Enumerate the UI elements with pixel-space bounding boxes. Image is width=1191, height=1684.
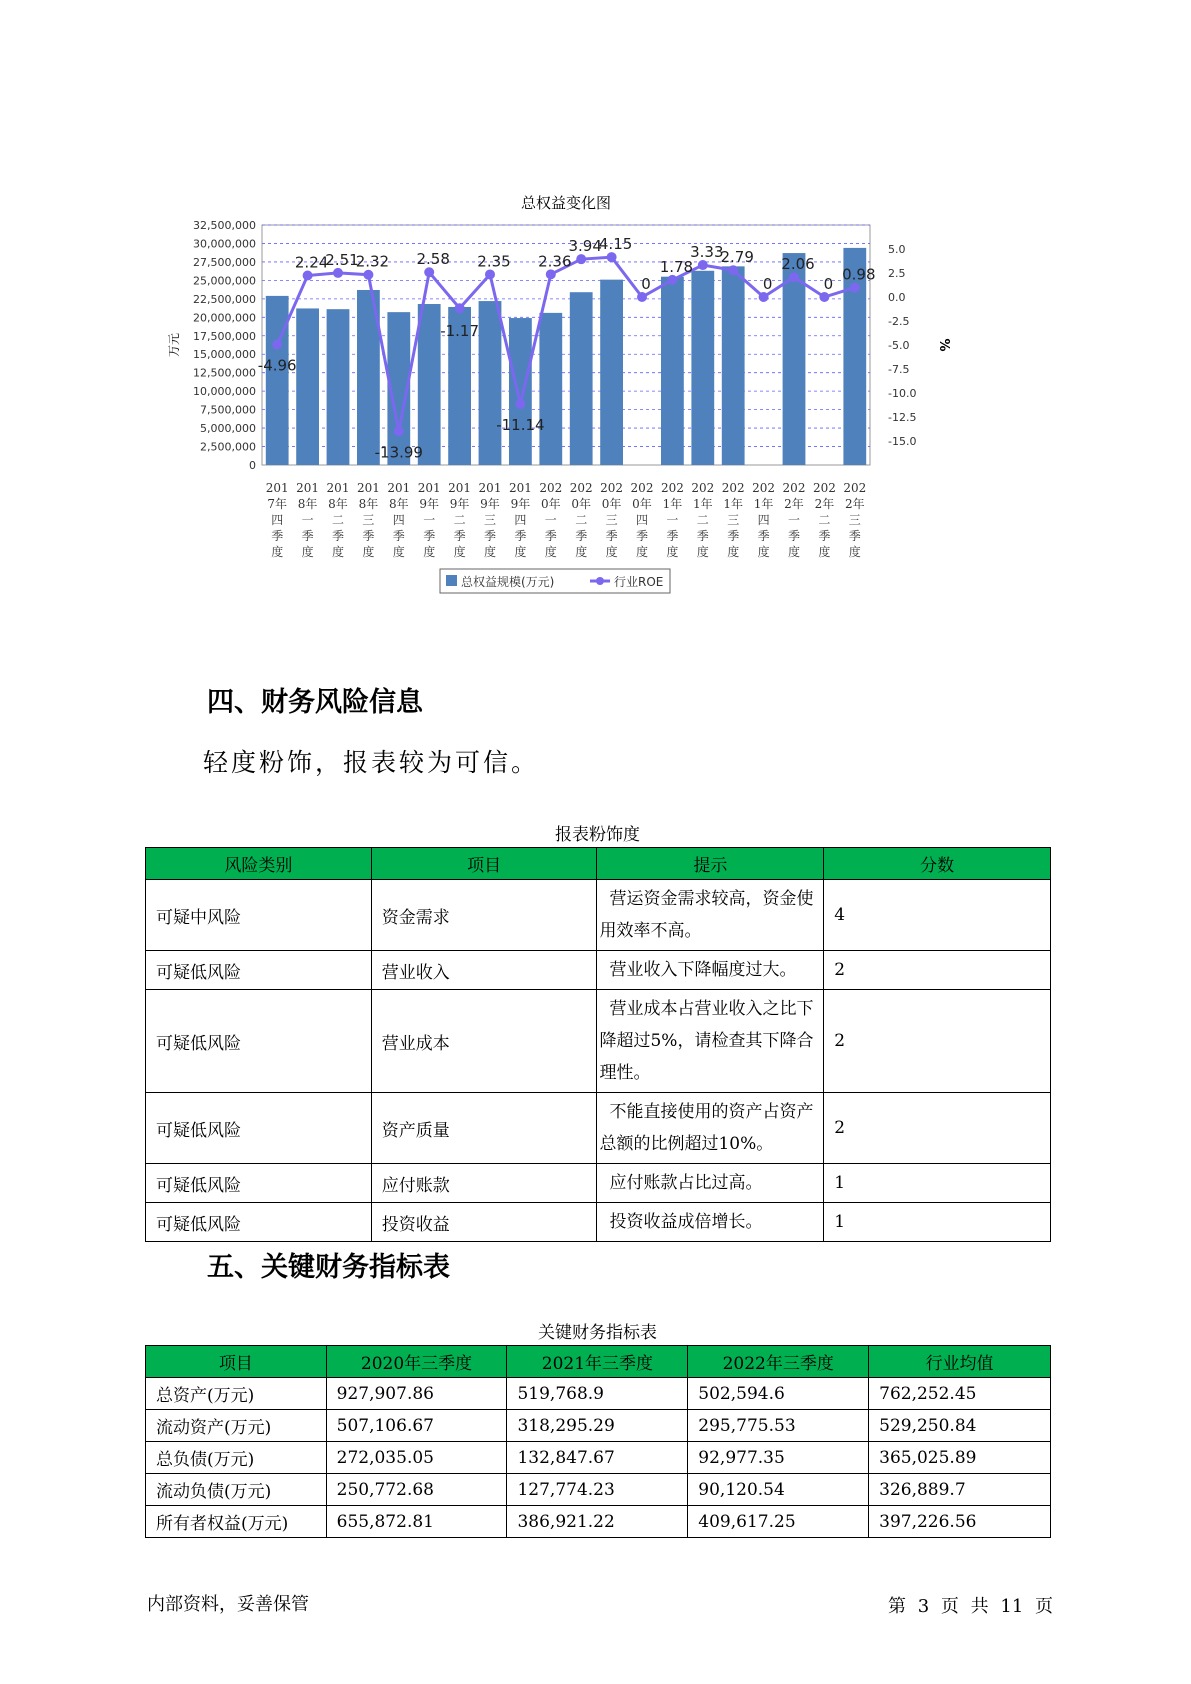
roe-point [272, 340, 282, 350]
y-left-tick-label: 17,500,000 [193, 329, 256, 343]
roe-data-label: -11.14 [496, 415, 545, 434]
kpi-value-avg: 762,252.45 [869, 1378, 1051, 1410]
equity-bar [418, 304, 441, 465]
x-tick-label: 9年 [480, 497, 500, 511]
equity-bar [296, 308, 319, 465]
y-left-tick-label: 30,000,000 [193, 237, 256, 251]
kpi-value-2022: 502,594.6 [688, 1378, 869, 1410]
risk-header-category: 风险类别 [146, 848, 372, 880]
chart-title: 总权益变化图 [520, 194, 612, 212]
roe-data-label: 2.79 [720, 248, 754, 267]
x-tick-label: 度 [453, 545, 466, 559]
x-tick-label: 度 [635, 545, 649, 559]
kpi-table-header-row [146, 1346, 1051, 1378]
risk-score: 1 [824, 1203, 1051, 1242]
x-tick-label: 202 [630, 481, 654, 495]
x-tick-label: 1年 [723, 497, 744, 511]
legend-line-marker [596, 577, 604, 585]
y-right-axis-label: % [936, 338, 951, 352]
x-tick-label: 0年 [601, 497, 622, 511]
x-tick-label: 度 [696, 545, 709, 559]
x-tick-label: 季 [271, 529, 284, 543]
table-row [146, 951, 1051, 990]
kpi-value-2022: 92,977.35 [688, 1442, 869, 1474]
risk-item: 营业收入 [371, 951, 597, 990]
kpi-header-2021: 2021年三季度 [507, 1346, 688, 1378]
y-right-tick-label: -7.5 [888, 363, 910, 376]
equity-bar [783, 253, 806, 465]
equity-bar [722, 266, 745, 465]
risk-header-score: 分数 [824, 848, 1051, 880]
risk-category: 可疑低风险 [146, 1164, 372, 1203]
x-tick-label: 四 [757, 513, 770, 527]
x-tick-label: 度 [423, 545, 436, 559]
x-tick-label: 8年 [388, 497, 409, 511]
x-tick-label: 一 [301, 513, 314, 527]
x-tick-label: 201 [448, 481, 472, 495]
roe-data-label: 0 [762, 275, 773, 293]
x-tick-label: 度 [787, 545, 801, 559]
x-tick-label: 度 [848, 545, 861, 559]
risk-hint: 营运资金需求较高，资金使用效率不高。 [597, 880, 824, 951]
x-tick-label: 一 [787, 513, 801, 527]
x-tick-label: 季 [696, 529, 709, 543]
roe-point [576, 254, 586, 264]
y-left-tick-label: 5,000,000 [200, 422, 256, 436]
x-tick-label: 季 [575, 529, 588, 543]
y-right-tick-label: -5.0 [888, 339, 910, 352]
roe-data-label: 0.98 [842, 265, 876, 284]
kpi-value-2020: 507,106.67 [326, 1410, 507, 1442]
roe-point [607, 252, 617, 262]
roe-data-label: 0 [823, 275, 834, 293]
roe-data-label: 3.94 [568, 237, 602, 256]
roe-data-label: 2.36 [538, 252, 572, 271]
equity-bar [570, 292, 593, 465]
x-tick-label: 一 [423, 513, 436, 527]
table-row [146, 880, 1051, 951]
y-left-tick-label: 32,500,000 [193, 219, 256, 232]
kpi-header-2022: 2022年三季度 [688, 1346, 869, 1378]
x-tick-label: 季 [514, 529, 527, 543]
x-tick-label: 季 [453, 529, 466, 543]
roe-point [515, 399, 525, 409]
risk-category: 可疑低风险 [146, 951, 372, 990]
y-left-axis-label: 万元 [167, 332, 181, 358]
x-tick-label: 季 [605, 529, 618, 543]
kpi-value-2021: 386,921.22 [507, 1506, 688, 1538]
x-tick-label: 度 [544, 545, 557, 559]
x-tick-label: 度 [392, 545, 405, 559]
equity-bar [691, 271, 714, 465]
legend-line-label: 行业ROE [614, 575, 664, 589]
kpi-item: 流动负债(万元) [146, 1474, 327, 1506]
roe-data-label: 4.15 [598, 235, 633, 254]
roe-data-label: -4.96 [257, 356, 297, 375]
equity-bar [539, 313, 562, 465]
kpi-value-2020: 927,907.86 [326, 1378, 507, 1410]
table-row [146, 1093, 1051, 1164]
x-tick-label: 1年 [692, 497, 713, 511]
roe-point [455, 303, 465, 313]
x-tick-label: 2年 [844, 497, 865, 511]
x-tick-label: 四 [635, 513, 649, 527]
roe-point [637, 292, 647, 302]
risk-category: 可疑低风险 [146, 1093, 372, 1164]
x-tick-label: 度 [727, 545, 740, 559]
x-tick-label: 季 [423, 529, 436, 543]
x-tick-label: 三 [727, 513, 740, 527]
kpi-value-2021: 519,768.9 [507, 1378, 688, 1410]
x-tick-label: 202 [721, 481, 745, 495]
risk-table-caption: 报表粉饰度 [555, 825, 640, 845]
y-right-tick-label: -15.0 [888, 435, 917, 448]
x-tick-label: 四 [392, 513, 405, 527]
x-tick-label: 季 [666, 529, 679, 543]
roe-point [789, 272, 799, 282]
y-right-tick-label: -2.5 [888, 315, 910, 328]
kpi-value-avg: 326,889.7 [869, 1474, 1051, 1506]
table-row [146, 1203, 1051, 1242]
risk-hint: 营业成本占营业收入之比下降超过5%，请检查其下降合理性。 [597, 990, 824, 1093]
roe-point [303, 270, 313, 280]
x-tick-label: 季 [635, 529, 649, 543]
roe-data-label: 0 [641, 275, 651, 293]
risk-score: 2 [824, 990, 1051, 1093]
roe-point [667, 275, 677, 285]
roe-point [759, 292, 769, 302]
equity-bar [600, 280, 623, 465]
risk-score: 2 [824, 951, 1051, 990]
risk-header-hint: 提示 [597, 848, 824, 880]
x-tick-label: 季 [727, 529, 740, 543]
y-left-tick-label: 7,500,000 [200, 403, 256, 417]
kpi-header-item: 项目 [146, 1346, 327, 1378]
y-left-tick-label: 20,000,000 [193, 311, 256, 325]
kpi-table-caption: 关键财务指标表 [538, 1323, 657, 1343]
x-tick-label: 1年 [662, 497, 683, 511]
y-right-tick-label: 2.5 [888, 267, 906, 280]
x-tick-label: 季 [787, 529, 801, 543]
y-right-tick-label: -12.5 [888, 411, 917, 424]
roe-data-label: 3.33 [690, 243, 724, 262]
kpi-value-2022: 295,775.53 [688, 1410, 869, 1442]
x-tick-label: 三 [362, 513, 375, 527]
x-tick-label: 季 [818, 529, 831, 543]
x-tick-label: 201 [356, 481, 380, 495]
risk-category: 可疑低风险 [146, 1203, 372, 1242]
kpi-value-avg: 397,226.56 [869, 1506, 1051, 1538]
x-tick-label: 二 [575, 513, 588, 527]
roe-data-label: 1.78 [659, 257, 694, 276]
x-tick-label: 202 [600, 481, 624, 495]
x-tick-label: 201 [478, 481, 502, 495]
x-tick-label: 四 [271, 513, 284, 527]
equity-chart [167, 190, 1030, 650]
equity-chart-svg [167, 190, 1030, 650]
x-tick-label: 三 [483, 513, 497, 527]
kpi-header-avg: 行业均值 [869, 1346, 1051, 1378]
roe-data-label: 2.32 [355, 252, 390, 271]
x-tick-label: 季 [544, 529, 557, 543]
risk-hint: 不能直接使用的资产占资产总额的比例超过10%。 [597, 1093, 824, 1164]
roe-data-label: -1.17 [440, 322, 480, 341]
roe-point [546, 269, 556, 279]
roe-point [424, 267, 434, 277]
risk-category: 可疑低风险 [146, 990, 372, 1093]
x-tick-label: 202 [782, 481, 806, 495]
legend-bar-label: 总权益规模(万元) [461, 575, 555, 589]
y-left-tick-label: 10,000,000 [193, 385, 256, 399]
risk-item: 资金需求 [371, 880, 597, 951]
x-tick-label: 度 [362, 545, 375, 559]
roe-point [850, 283, 860, 293]
section4-text: 轻度粉饰，报表较为可信。 [203, 748, 540, 777]
x-tick-label: 9年 [510, 497, 531, 511]
x-tick-label: 0年 [571, 497, 592, 511]
x-tick-label: 202 [843, 481, 867, 495]
x-tick-label: 202 [660, 481, 684, 495]
kpi-value-2020: 250,772.68 [326, 1474, 507, 1506]
x-tick-label: 202 [752, 481, 776, 495]
x-tick-label: 一 [666, 513, 679, 527]
x-tick-label: 度 [483, 545, 497, 559]
kpi-item: 所有者权益(万元) [146, 1506, 327, 1538]
x-tick-label: 202 [569, 481, 593, 495]
x-tick-label: 度 [605, 545, 618, 559]
risk-item: 营业成本 [371, 990, 597, 1093]
kpi-item: 总负债(万元) [146, 1442, 327, 1474]
x-tick-label: 二 [696, 513, 709, 527]
kpi-value-2020: 655,872.81 [326, 1506, 507, 1538]
risk-item: 应付账款 [371, 1164, 597, 1203]
x-tick-label: 8年 [358, 497, 379, 511]
x-tick-label: 三 [848, 513, 861, 527]
x-tick-label: 202 [812, 481, 836, 495]
x-tick-label: 度 [757, 545, 770, 559]
x-tick-label: 0年 [632, 497, 652, 511]
risk-table [145, 847, 1051, 1242]
roe-data-label: 2.06 [781, 255, 815, 274]
x-tick-label: 8年 [328, 497, 348, 511]
x-tick-label: 四 [514, 513, 527, 527]
equity-bar [266, 296, 289, 465]
footer-page-number: 第 3 页 共 11 页 [888, 1596, 1053, 1617]
roe-point [819, 292, 829, 302]
risk-hint: 应付账款占比过高。 [597, 1164, 824, 1203]
equity-bar [327, 309, 350, 465]
risk-score: 4 [824, 880, 1051, 951]
risk-score: 1 [824, 1164, 1051, 1203]
kpi-item: 流动资产(万元) [146, 1410, 327, 1442]
y-left-tick-label: 22,500,000 [193, 292, 256, 306]
x-tick-label: 二 [453, 513, 466, 527]
x-tick-label: 度 [575, 545, 588, 559]
table-row [146, 1378, 1051, 1410]
kpi-value-2022: 90,120.54 [688, 1474, 869, 1506]
x-tick-label: 度 [666, 545, 679, 559]
table-row [146, 990, 1051, 1093]
section4-heading: 四、财务风险信息 [207, 687, 423, 718]
kpi-header-2020: 2020年三季度 [326, 1346, 507, 1378]
x-tick-label: 度 [818, 545, 831, 559]
x-tick-label: 9年 [419, 497, 440, 511]
x-tick-label: 201 [387, 481, 411, 495]
kpi-value-avg: 529,250.84 [869, 1410, 1051, 1442]
y-left-tick-label: 25,000,000 [193, 274, 256, 288]
x-tick-label: 0年 [540, 497, 561, 511]
equity-bar [509, 318, 532, 465]
kpi-table [145, 1345, 1051, 1538]
x-tick-label: 201 [265, 481, 289, 495]
equity-bar [661, 277, 684, 465]
y-left-tick-label: 2,500,000 [200, 440, 256, 454]
x-tick-label: 1年 [753, 497, 774, 511]
y-right-tick-label: -10.0 [888, 387, 917, 400]
x-tick-label: 8年 [297, 497, 318, 511]
x-tick-label: 季 [392, 529, 405, 543]
x-tick-label: 三 [605, 513, 618, 527]
x-tick-label: 202 [691, 481, 715, 495]
kpi-value-avg: 365,025.89 [869, 1442, 1051, 1474]
table-row [146, 1442, 1051, 1474]
y-left-tick-label: 0 [249, 459, 256, 472]
roe-data-label: 2.51 [325, 250, 359, 269]
roe-point [728, 265, 738, 275]
table-row [146, 1164, 1051, 1203]
y-left-tick-label: 12,500,000 [193, 366, 256, 380]
x-tick-label: 季 [301, 529, 314, 543]
x-tick-label: 202 [539, 481, 563, 495]
x-tick-label: 度 [331, 545, 345, 559]
roe-point [394, 426, 404, 436]
x-tick-label: 9年 [449, 497, 470, 511]
risk-table-header-row [146, 848, 1051, 880]
risk-category: 可疑中风险 [146, 880, 372, 951]
risk-hint: 投资收益成倍增长。 [597, 1203, 824, 1242]
x-tick-label: 201 [296, 481, 320, 495]
roe-data-label: 2.24 [294, 253, 329, 272]
roe-data-label: -13.99 [374, 443, 423, 462]
table-row [146, 1474, 1051, 1506]
kpi-value-2021: 132,847.67 [507, 1442, 688, 1474]
y-left-tick-label: 15,000,000 [193, 348, 256, 362]
x-tick-label: 7年 [267, 497, 288, 511]
x-tick-label: 季 [848, 529, 861, 543]
x-tick-label: 度 [301, 545, 314, 559]
roe-data-label: 2.58 [416, 250, 450, 269]
x-tick-label: 2年 [814, 497, 835, 511]
x-tick-label: 季 [331, 529, 345, 543]
x-tick-label: 度 [271, 545, 284, 559]
risk-header-item: 项目 [371, 848, 597, 880]
x-tick-label: 2年 [784, 497, 804, 511]
kpi-item: 总资产(万元) [146, 1378, 327, 1410]
risk-hint: 营业收入下降幅度过大。 [597, 951, 824, 990]
section5-heading: 五、关键财务指标表 [207, 1252, 450, 1283]
x-tick-label: 一 [544, 513, 557, 527]
kpi-value-2021: 318,295.29 [507, 1410, 688, 1442]
footer-confidential-note: 内部资料，妥善保管 [147, 1594, 309, 1615]
risk-item: 投资收益 [371, 1203, 597, 1242]
legend-bar-swatch [446, 575, 457, 586]
x-tick-label: 季 [483, 529, 497, 543]
kpi-value-2022: 409,617.25 [688, 1506, 869, 1538]
y-right-tick-label: 0.0 [888, 291, 906, 304]
kpi-value-2020: 272,035.05 [326, 1442, 507, 1474]
roe-point [333, 268, 343, 278]
x-tick-label: 201 [417, 481, 441, 495]
table-row [146, 1506, 1051, 1538]
x-tick-label: 二 [331, 513, 345, 527]
risk-score: 2 [824, 1093, 1051, 1164]
x-tick-label: 度 [514, 545, 527, 559]
equity-bar [479, 301, 502, 465]
kpi-value-2021: 127,774.23 [507, 1474, 688, 1506]
x-tick-label: 201 [508, 481, 532, 495]
roe-point [698, 260, 708, 270]
table-row [146, 1410, 1051, 1442]
x-tick-label: 二 [818, 513, 831, 527]
roe-data-label: 2.35 [477, 252, 511, 271]
risk-item: 资产质量 [371, 1093, 597, 1164]
x-tick-label: 季 [362, 529, 375, 543]
y-left-tick-label: 27,500,000 [193, 255, 256, 269]
x-tick-label: 201 [326, 481, 350, 495]
roe-point [363, 270, 373, 280]
x-tick-label: 季 [757, 529, 770, 543]
roe-point [485, 269, 495, 279]
y-right-tick-label: 5.0 [888, 243, 906, 256]
